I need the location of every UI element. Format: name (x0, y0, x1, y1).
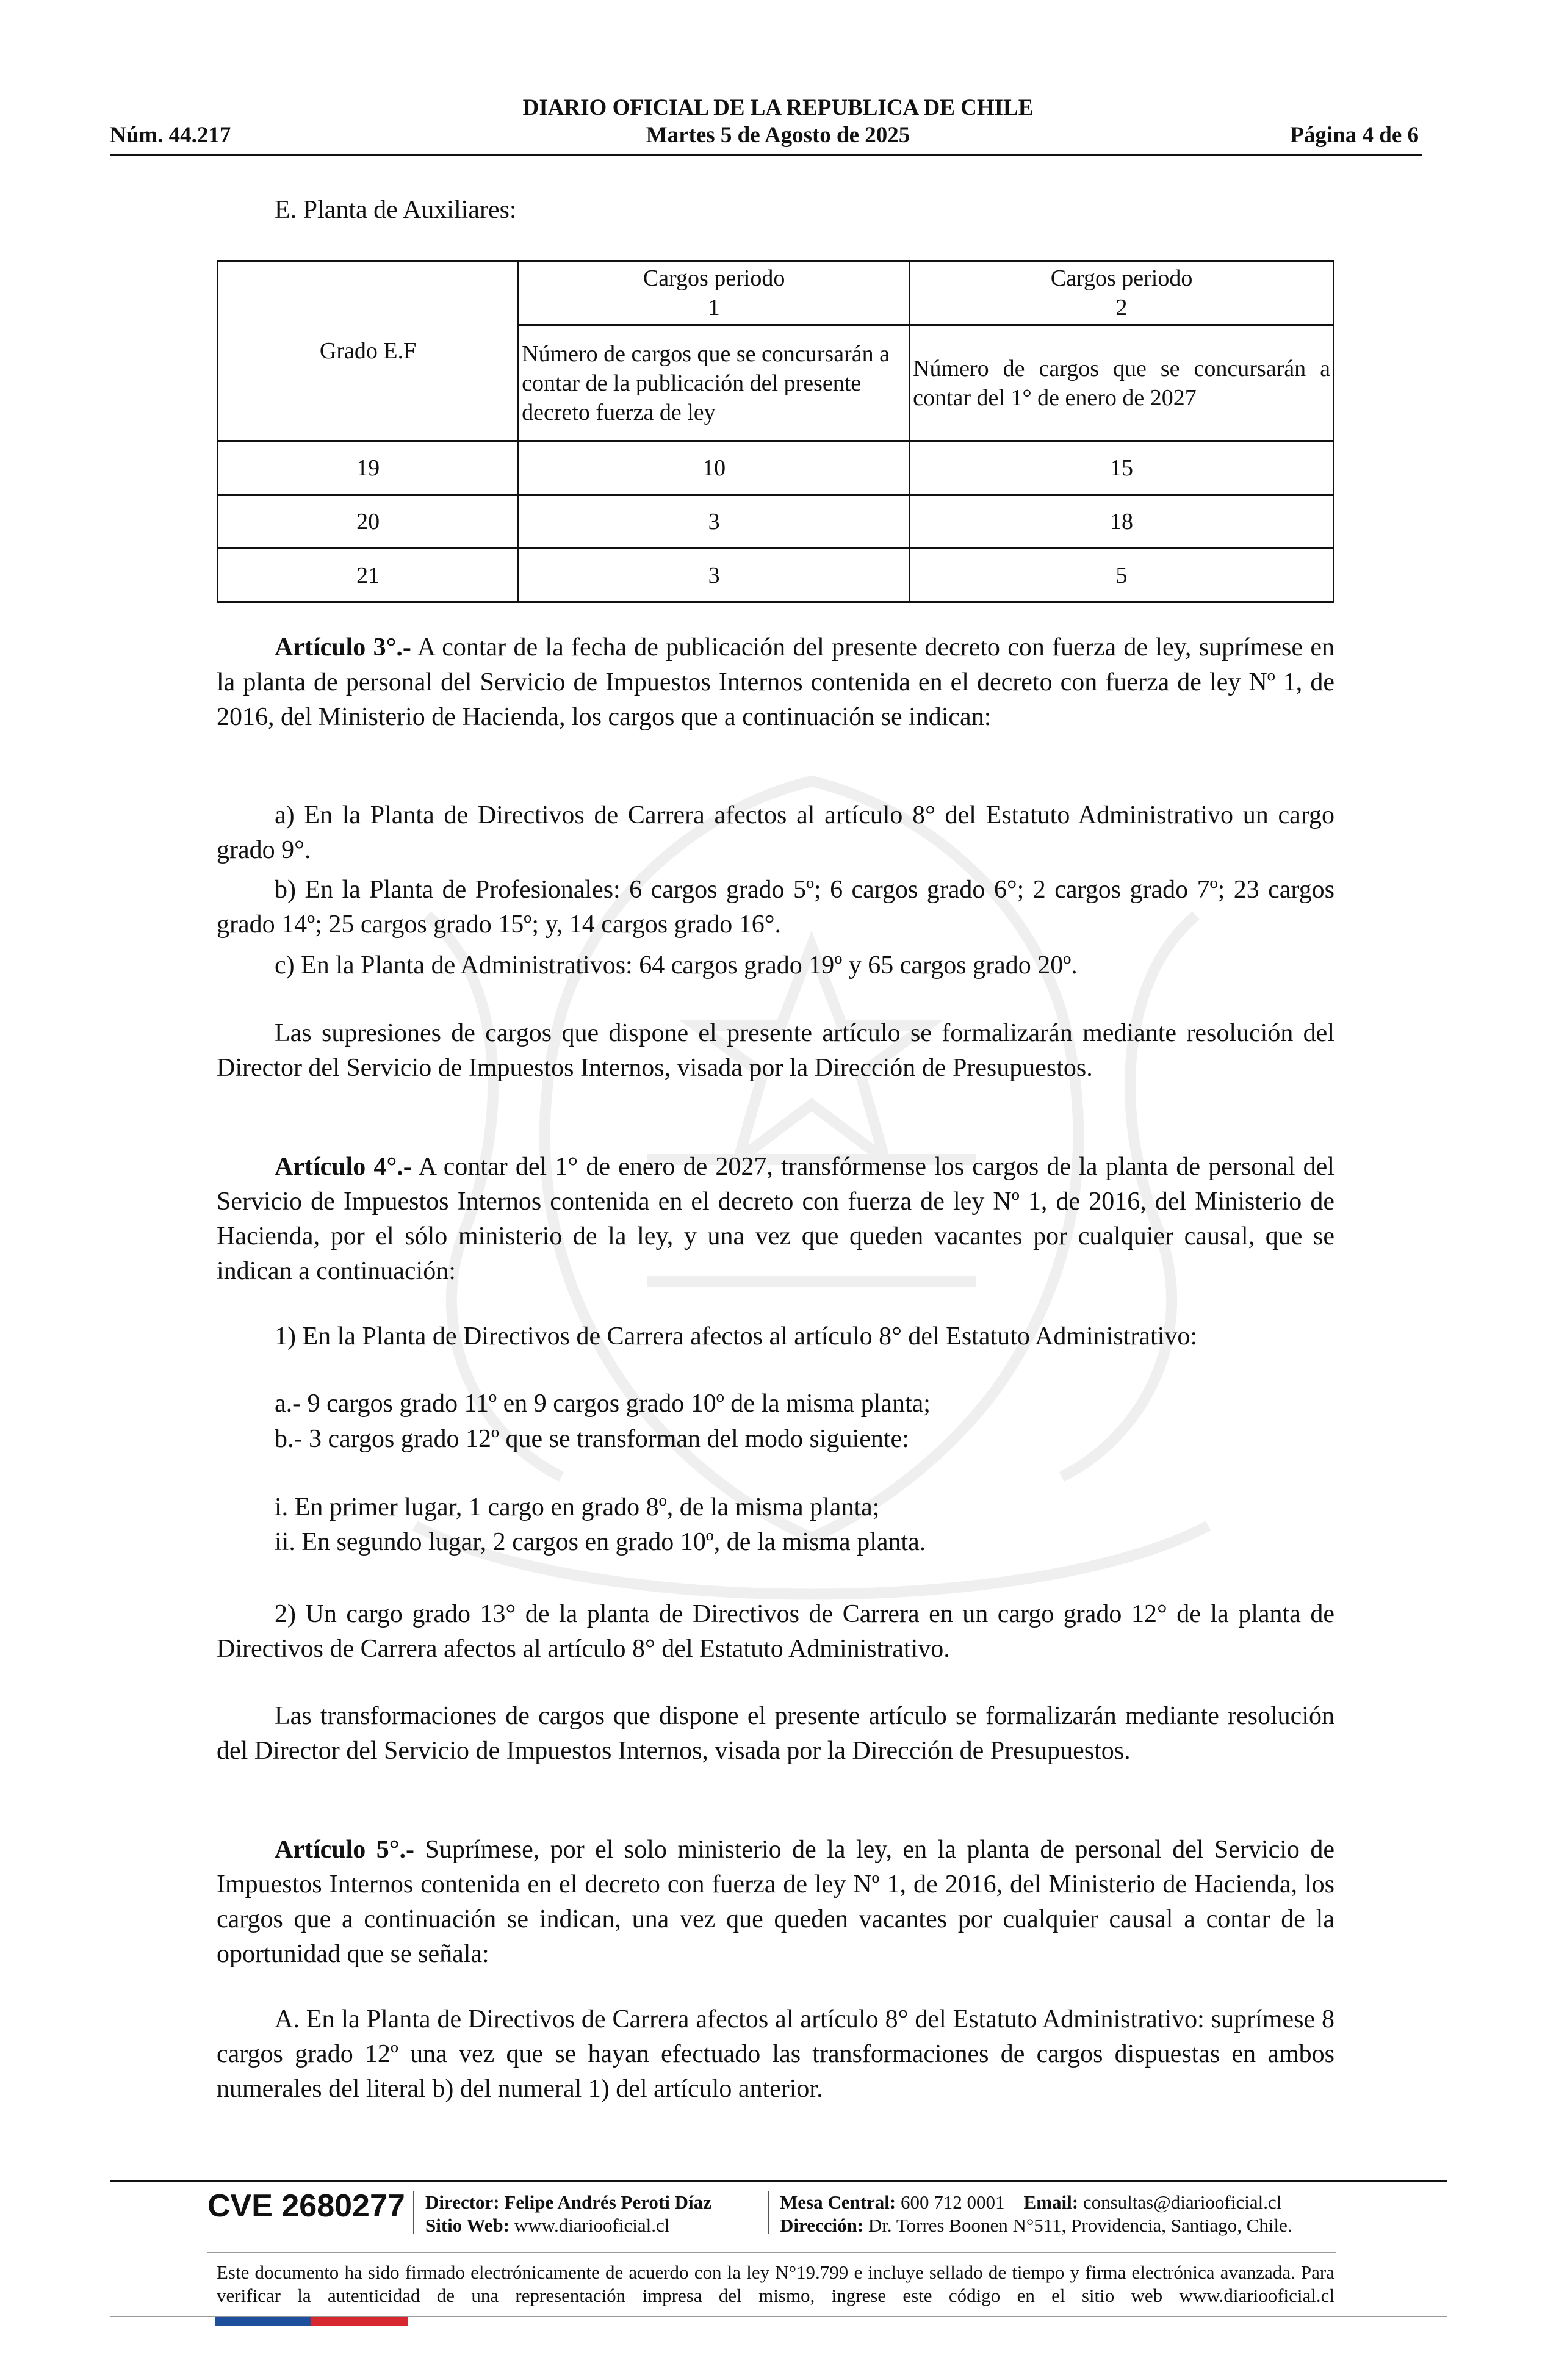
article-4-item-ii: ii. En segundo lugar, 2 cargos en grado 10º, de la misma planta. (275, 1528, 926, 1556)
grado-cell: 19 (218, 441, 519, 495)
table-row (218, 549, 1334, 602)
address-value: Dr. Torres Boonen N°511, Providencia, Santiago, Chile. (868, 2215, 1292, 2236)
footer-separator (413, 2191, 414, 2234)
article-4-item-2: 2) Un cargo grado 13° de la planta de Directivos de Carrera en un cargo grado 12° de la planta de Directivos de Carrera afectos al artículo 8° del Estatuto Administrativo. (217, 1600, 1334, 1663)
grado-cell: 20 (218, 495, 519, 549)
period1-cell: 3 (519, 495, 910, 549)
director-name: Felipe Andrés Peroti Díaz (504, 2191, 711, 2213)
period2-cell: 5 (910, 549, 1334, 602)
article-3-item-c: c) En la Planta de Administrativos: 64 cargos grado 19º y 65 cargos grado 20º. (275, 951, 1078, 979)
table-row (218, 441, 1334, 495)
auxiliares-table (217, 260, 1334, 603)
section-heading: E. Planta de Auxiliares: (275, 196, 517, 224)
article-4-item-1: 1) En la Planta de Directivos de Carrera afectos al artículo 8° del Estatuto Administrativo: (275, 1322, 1197, 1350)
page-number: Página 4 de 6 (1290, 123, 1419, 148)
period2-cell: 15 (910, 441, 1334, 495)
period1-description: Número de cargos que se concursarán a contar de la publicación del presente decreto fuerza de ley (519, 325, 910, 441)
footer-director-block (425, 2191, 711, 2237)
article-4-title: Artículo 4°.- (275, 1153, 412, 1181)
footer-inner-divider (207, 2252, 1336, 2253)
footer-separator (768, 2191, 769, 2234)
period1-cell: 10 (519, 441, 910, 495)
article-3-paragraph (217, 630, 1334, 735)
website-link[interactable]: www.diariooficial.cl (514, 2215, 670, 2236)
grado-cell: 21 (218, 549, 519, 602)
header-divider (110, 154, 1422, 156)
article-4-closing: Las transformaciones de cargos que dispone el presente artículo se formalizarán mediante resolución del Director del Servicio de Impuestos Internos, visada por la Dirección de Presupuestos. (217, 1702, 1334, 1765)
mesa-phone: 600 712 0001 (901, 2191, 1005, 2213)
period2-cell: 18 (910, 495, 1334, 549)
article-4-item-1a: a.- 9 cargos grado 11º en 9 cargos grado 10º de la misma planta; (275, 1390, 931, 1418)
article-3-closing: Las supresiones de cargos que dispone el presente artículo se formalizarán mediante resolución del Director del Servicio de Impuestos Internos, visada por la Dirección de Presupuestos. (217, 1019, 1334, 1082)
article-3-title: Artículo 3°.- (275, 633, 411, 662)
article-4-item-i: i. En primer lugar, 1 cargo en grado 8º, de la misma planta; (275, 1493, 880, 1521)
address-label: Dirección: (780, 2215, 864, 2236)
article-5-paragraph (217, 1833, 1334, 1972)
signature-note: Este documento ha sido firmado electrónicamente de acuerdo con la ley N°19.799 e incluye sellado de tiempo y firma electrónica avanzada. Para verificar la autenticidad de una representación impresa del mismo, ingrese este código en el sitio web www.diariooficial.cl (217, 2262, 1334, 2306)
issue-date: Martes 5 de Agosto de 2025 (646, 123, 910, 148)
grado-header: Grado E.F (218, 261, 519, 441)
period1-cell: 3 (519, 549, 910, 602)
article-4-item-1b: b.- 3 cargos grado 12º que se transforman del modo siguiente: (275, 1425, 909, 1453)
article-4-body: A contar del 1° de enero de 2027, transfórmense los cargos de la planta de personal del Servicio de Impuestos Internos contenida en el decreto con fuerza de ley Nº 1, de 2016, del Ministerio de Hacienda, por el sólo ministerio de la ley, y una vez que queden vacantes por cualquier causal, que se indican a continuación: (217, 1153, 1334, 1285)
period2-header (910, 261, 1334, 325)
issue-number: Núm. 44.217 (110, 123, 231, 148)
article-4-paragraph (217, 1150, 1334, 1289)
mesa-label: Mesa Central: (780, 2191, 896, 2213)
period2-header-line2: 2 (1115, 295, 1128, 320)
article-5-item-a: A. En la Planta de Directivos de Carrera afectos al artículo 8° del Estatuto Administrativo: suprímese 8 cargos grado 12º una vez que se hayan efectuado las transformaciones de cargos dispuestas en ambos numerales del literal b) del numeral 1) del artículo anterior. (217, 2005, 1334, 2103)
director-label: Director: (425, 2191, 500, 2213)
article-3-body: A contar de la fecha de publicación del presente decreto con fuerza de ley, suprímese en la planta de personal del Servicio de Impuestos Internos contenida en el decreto con fuerza de ley Nº 1, de 2016, del Ministerio de Hacienda, los cargos que a continuación se indican: (217, 633, 1334, 731)
article-3-item-b: b) En la Planta de Profesionales: 6 cargos grado 5º; 6 cargos grado 6°; 2 cargos grado 7º; 23 cargos grado 14º; 25 cargos grado 15º; y, 14 cargos grado 16°. (217, 876, 1334, 939)
table-header-row (218, 261, 1334, 325)
gazette-title: DIARIO OFICIAL DE LA REPUBLICA DE CHILE (522, 95, 1034, 120)
table-row (218, 495, 1334, 549)
period1-header-line2: 1 (708, 295, 720, 320)
cve-code: CVE 2680277 (207, 2188, 405, 2224)
article-5-title: Artículo 5°.- (275, 1836, 415, 1864)
period1-header-line1: Cargos periodo (643, 265, 785, 291)
period2-description: Número de cargos que se concursarán a contar del 1° de enero de 2027 (910, 325, 1334, 441)
email-label: Email: (1023, 2191, 1079, 2213)
flag-blue-stripe (215, 2317, 311, 2326)
website-label: Sitio Web: (425, 2215, 510, 2236)
period2-header-line1: Cargos periodo (1050, 265, 1193, 291)
footer-divider (110, 2180, 1447, 2182)
email-link[interactable]: consultas@diariooficial.cl (1082, 2191, 1282, 2213)
flag-red-stripe (311, 2317, 408, 2326)
article-5-body: Suprímese, por el solo ministerio de la ley, en la planta de personal del Servicio de Impuestos Internos contenida en el decreto con fuerza de ley Nº 1, de 2016, del Ministerio de Hacienda, los cargos que a continuación se indican, una vez que queden vacantes por cualquier causal a contar de la oportunidad que se señala: (217, 1836, 1334, 1968)
period1-header (519, 261, 910, 325)
article-3-item-a: a) En la Planta de Directivos de Carrera afectos al artículo 8° del Estatuto Administrativo un cargo grado 9°. (217, 801, 1334, 864)
footer-contact-block (780, 2191, 1292, 2237)
